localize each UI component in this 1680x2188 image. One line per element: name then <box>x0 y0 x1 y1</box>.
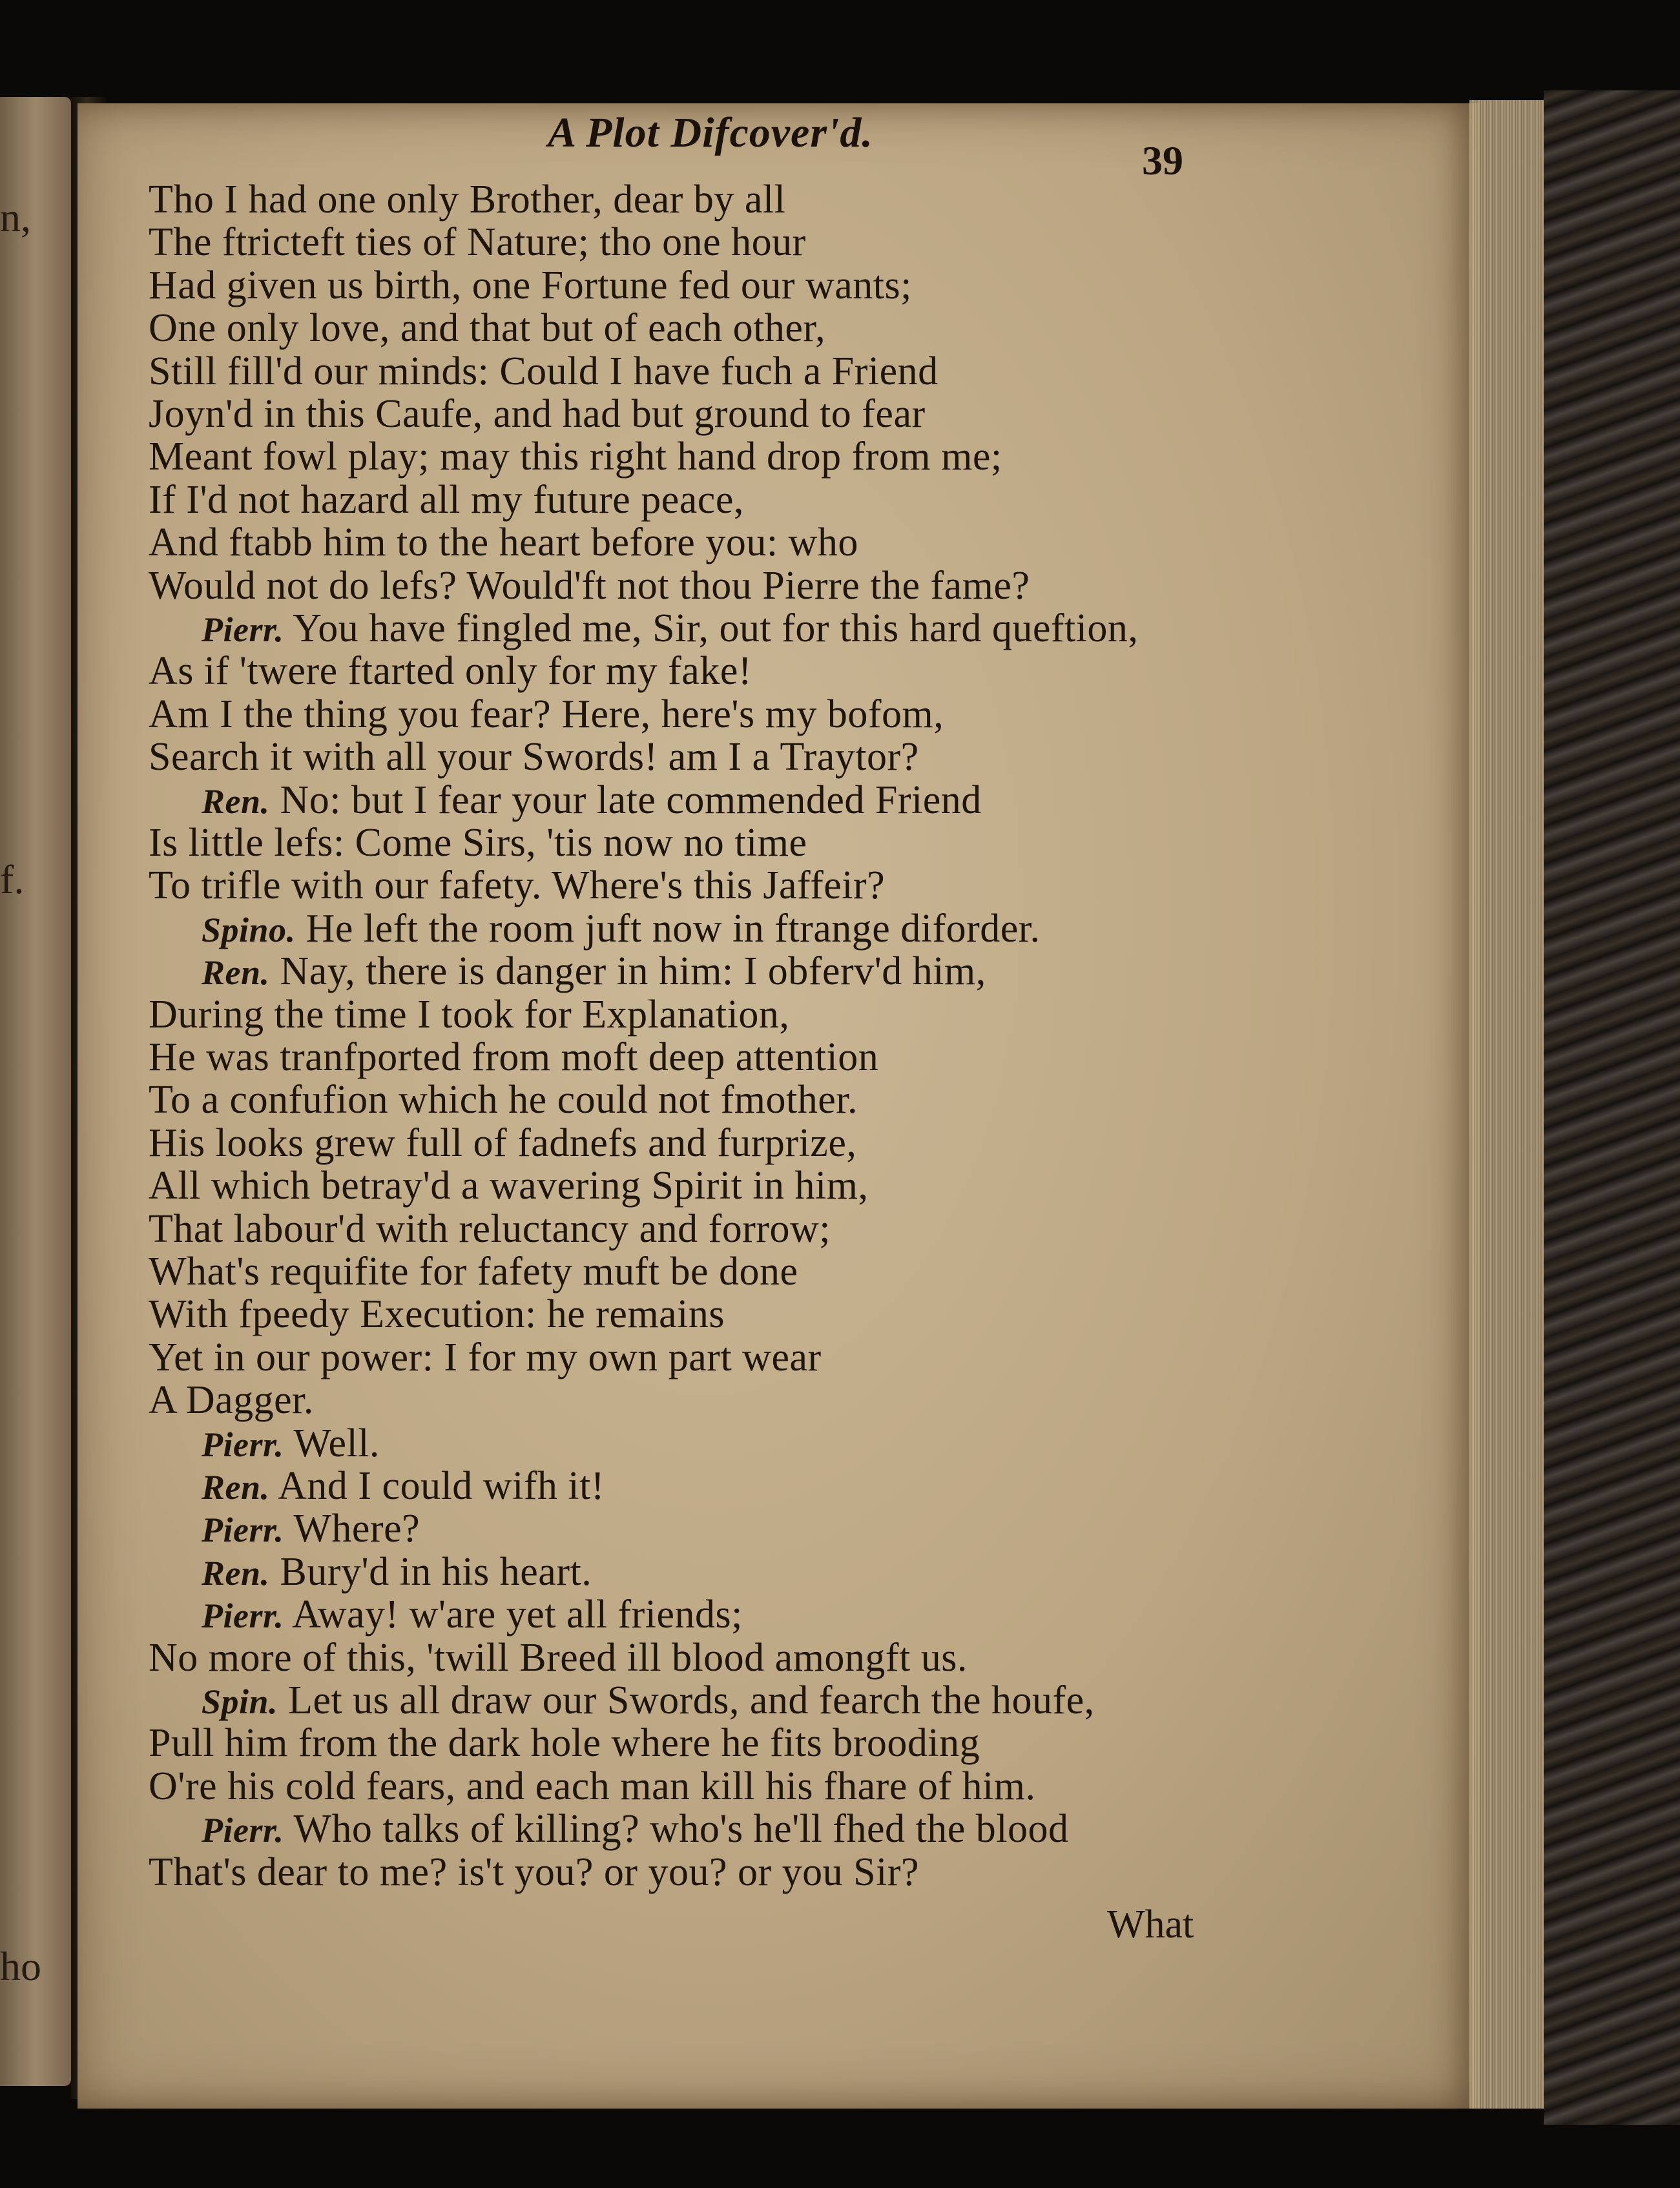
verse-line <box>149 350 939 393</box>
line-text: That labour'd with reluctancy and forrow; <box>149 1206 831 1251</box>
verse-line <box>149 693 944 736</box>
line-text: All which betray'd a wavering Spirit in him, <box>149 1164 869 1208</box>
verse-line <box>202 1551 592 1595</box>
line-text: Well. <box>293 1421 380 1465</box>
verse-line <box>149 1293 725 1336</box>
speaker-label: Ren. <box>202 1553 270 1593</box>
line-text: To trifle with our fafety. Where's this Jaffeir? <box>149 863 886 908</box>
speaker-label: Ren. <box>202 781 270 821</box>
line-text: Is little lefs: Come Sirs, 'tis now no time <box>149 821 807 865</box>
line-text: No: but I fear your late commended Friend <box>280 778 982 822</box>
line-text: One only love, and that but of each other, <box>149 306 826 351</box>
speaker-label: Pierr. <box>202 1511 284 1550</box>
verse-line <box>149 1851 919 1894</box>
line-text: O're his cold fears, and each man kill his fhare of him. <box>149 1764 1036 1808</box>
line-text: Let us all draw our Swords, and fearch the houfe, <box>288 1678 1095 1722</box>
verse-line <box>149 736 919 778</box>
line-text: No more of this, 'twill Breed ill blood amongft us. <box>149 1635 968 1680</box>
line-text: Still fill'd our minds: Could I have fuch a Friend <box>149 349 939 393</box>
verse-line <box>149 864 885 907</box>
line-text: The ftricteft ties of Nature; tho one hour <box>149 220 806 265</box>
line-text: Where? <box>293 1507 420 1551</box>
line-text: Yet in our power: I for my own part wear <box>149 1335 822 1379</box>
verse-line <box>149 1079 858 1121</box>
verse-line <box>149 1379 314 1421</box>
line-text: Joyn'd in this Caufe, and had but ground to fear <box>149 392 926 436</box>
line-text: To a confufion which he could not fmother. <box>149 1078 858 1122</box>
line-text: Who talks of killing? who's he'll fhed the blood <box>293 1807 1069 1852</box>
line-text: Bury'd in his heart. <box>280 1549 592 1594</box>
verse-line <box>149 521 858 564</box>
catchword: What <box>1107 1903 1194 1946</box>
verse-line <box>149 1164 869 1207</box>
speaker-label: Pierr. <box>202 1811 284 1850</box>
line-text: As if 'twere ftarted only for my fake! <box>149 649 752 694</box>
verse-line <box>202 1679 1095 1723</box>
page-fore-edge <box>1469 100 1547 2109</box>
line-text: If I'd not hazard all my future peace, <box>149 477 744 522</box>
verse-line <box>202 1593 743 1637</box>
verse-line <box>149 221 806 263</box>
page-number: 39 <box>1142 138 1183 183</box>
verse-line <box>202 907 1041 951</box>
line-text: Am I the thing you fear? Here, here's my bofom, <box>149 692 944 736</box>
verse-line <box>149 1036 878 1079</box>
verse-line <box>202 1422 380 1466</box>
verse-line <box>149 1208 831 1250</box>
line-text: Tho I had one only Brother, dear by all <box>149 178 786 222</box>
line-text: Had given us birth, one Fortune fed our wants; <box>149 263 912 307</box>
verse-line <box>149 564 1030 607</box>
line-text: Search it with all your Swords! am I a Traytor? <box>149 735 919 779</box>
speaker-label: Spino. <box>202 910 296 949</box>
verse-line <box>202 1808 1068 1852</box>
line-text: Away! w'are yet all friends; <box>292 1593 743 1637</box>
verse-line <box>149 1765 1035 1808</box>
marbled-cover-board <box>1544 90 1680 2125</box>
line-text: And I could wifh it! <box>278 1464 605 1508</box>
speaker-label: Spin. <box>202 1682 278 1721</box>
left-page-edge <box>0 97 71 2086</box>
verse-line <box>149 178 785 221</box>
line-text: He left the room juft now in ftrange diforder. <box>306 906 1041 951</box>
verse-line <box>149 307 825 349</box>
verse-line <box>149 393 926 435</box>
verse-line <box>149 650 752 692</box>
speaker-label: Ren. <box>202 953 270 993</box>
line-text: His looks grew full of fadnefs and furprize, <box>149 1120 857 1165</box>
left-page-fragment: n, <box>0 194 31 240</box>
line-text: With fpeedy Execution: he remains <box>149 1292 725 1337</box>
line-text: That's dear to me? is't you? or you? or you Sir? <box>149 1850 920 1894</box>
line-text: What's requifite for fafety muft be done <box>149 1250 798 1294</box>
verse-line <box>149 435 1002 478</box>
line-text: You have fingled me, Sir, out for this hard queftion, <box>293 606 1139 650</box>
line-text: During the time I took for Explanation, <box>149 992 790 1037</box>
speaker-label: Ren. <box>202 1468 270 1507</box>
verse-line <box>149 1636 968 1679</box>
left-page-fragment: ho <box>0 1943 41 1989</box>
left-page-fragment: f. <box>0 856 25 902</box>
verse-line <box>149 1250 798 1293</box>
verse-line <box>149 821 807 864</box>
verse-line <box>149 1336 822 1379</box>
verse-line <box>202 950 986 994</box>
speaker-label: Pierr. <box>202 610 284 649</box>
speaker-label: Pierr. <box>202 1596 284 1636</box>
verse-line <box>149 479 744 521</box>
line-text: Pull him from the dark hole where he fits brooding <box>149 1721 980 1766</box>
verse-line <box>149 264 912 307</box>
line-text: Would not do lefs? Would'ft not thou Pierre the fame? <box>149 563 1030 608</box>
verse-line <box>149 1722 980 1764</box>
running-head: A Plot Difcover'd. <box>548 109 873 156</box>
line-text: A Dagger. <box>149 1378 314 1423</box>
speaker-label: Pierr. <box>202 1425 284 1464</box>
line-text: Meant fowl play; may this right hand drop from me; <box>149 435 1002 479</box>
line-text: Nay, there is danger in him: I obferv'd him, <box>280 949 986 994</box>
line-text: He was tranfported from moft deep attention <box>149 1035 879 1079</box>
line-text: And ftabb him to the heart before you: who <box>149 521 858 565</box>
verse-line <box>149 993 789 1036</box>
verse-line <box>202 1507 420 1551</box>
verse-line <box>202 1465 605 1509</box>
verse-line <box>202 607 1138 651</box>
verse-line <box>202 779 982 823</box>
verse-line <box>149 1122 856 1164</box>
